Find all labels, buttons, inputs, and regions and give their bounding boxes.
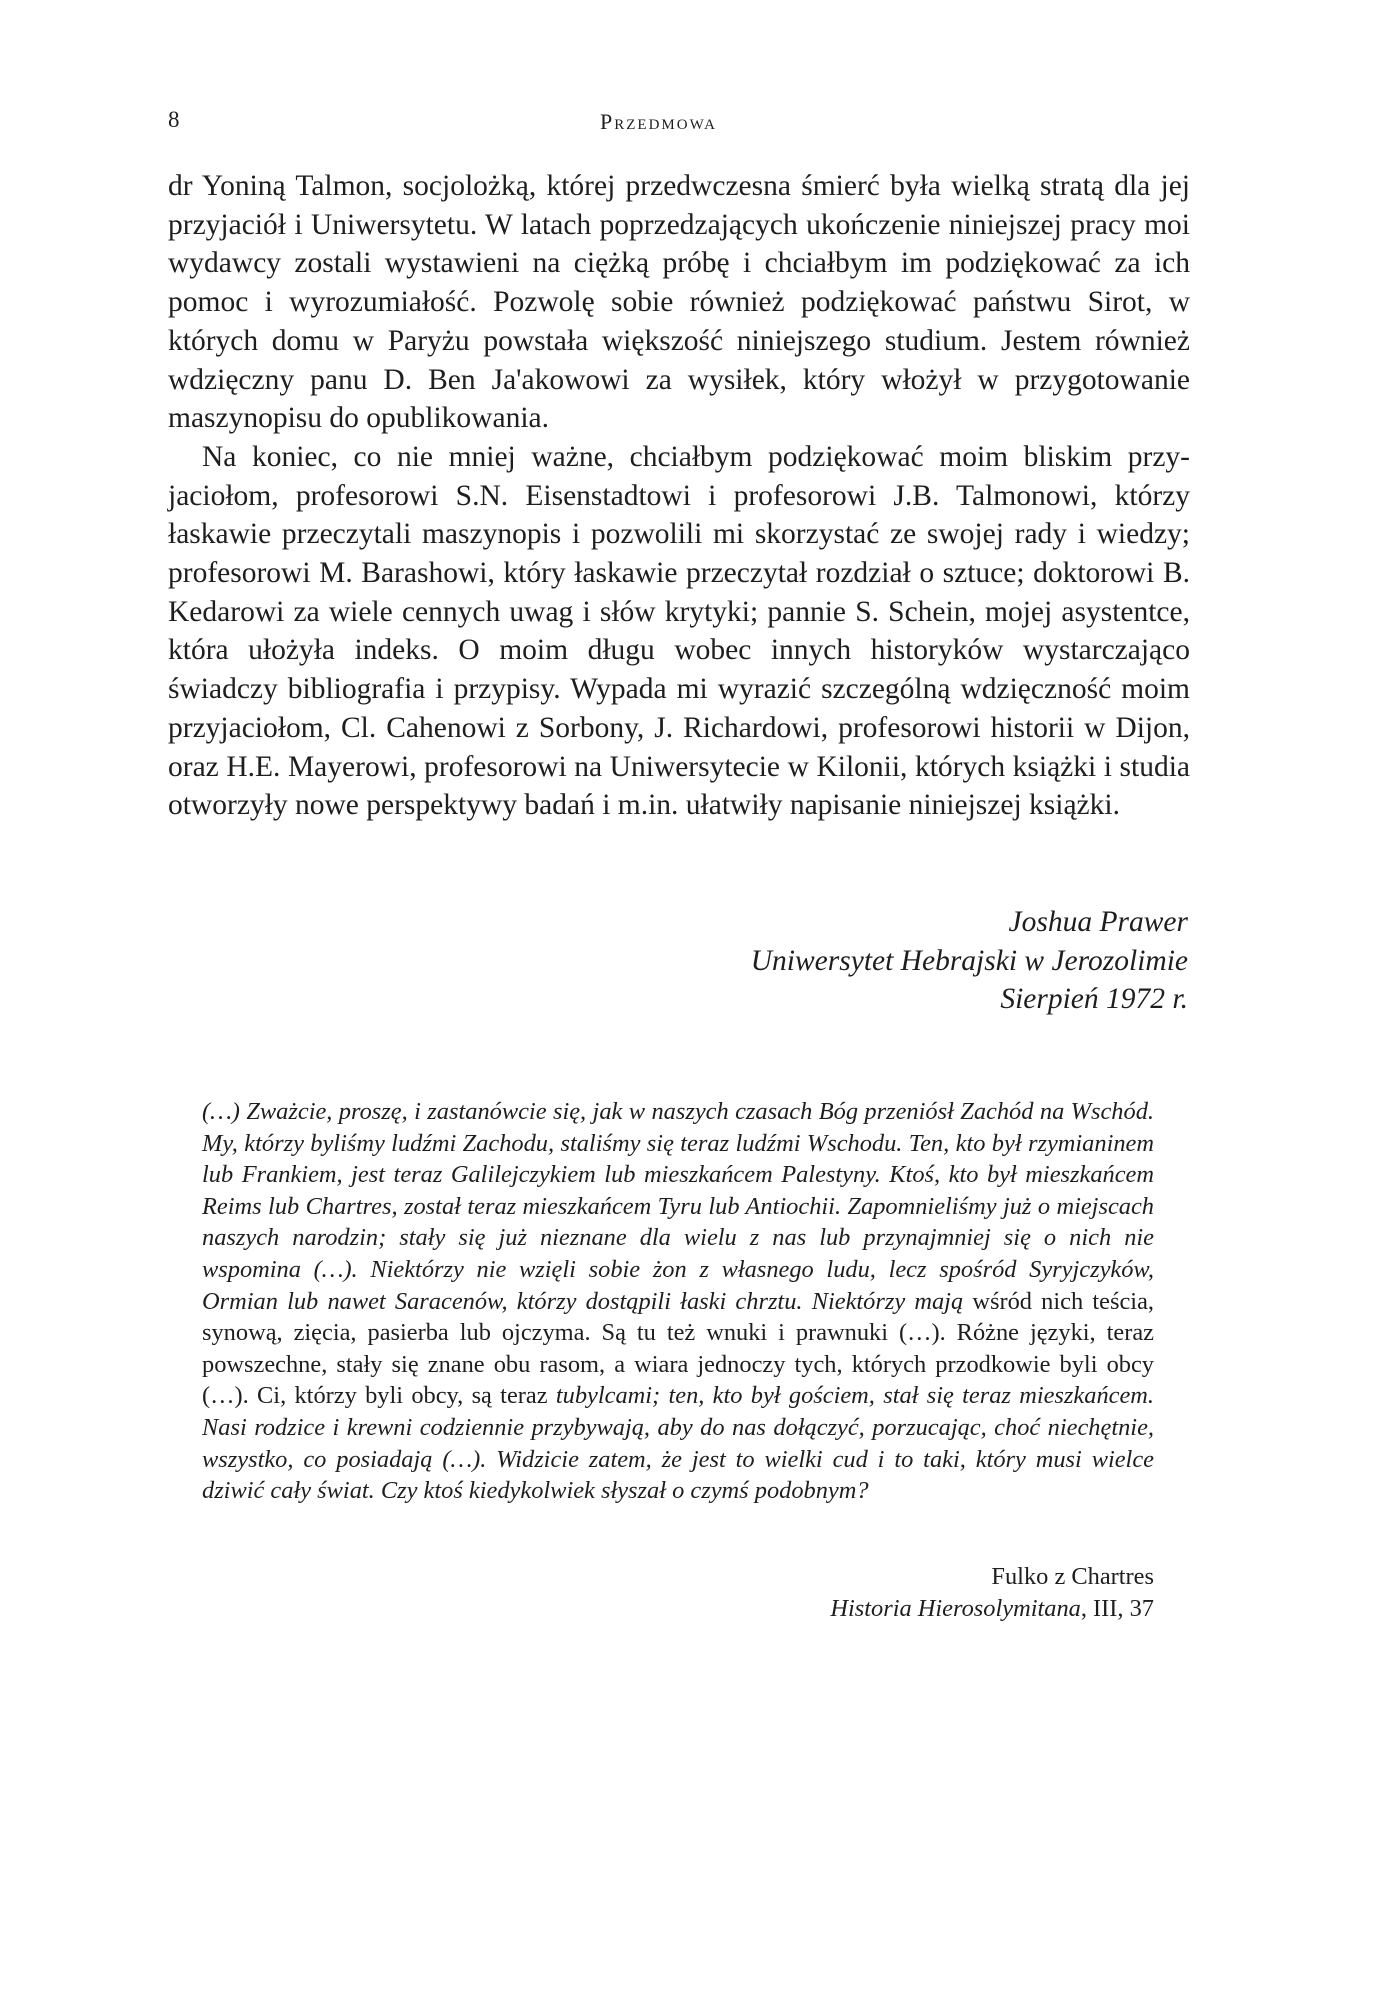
quote-text-roman: wśród nich teścia, synową, zięcia, pasierba lub ojczyma. Są tu też wnuki i prawnuki (…). Różne języki, teraz powszechne, stały się znane obu rasom, a wiara jednoczy tych, których przodkowie byli obcy (…). Ci, którzy byli obcy, są teraz xyxy=(202,1287,1154,1410)
attribution-work-title: Historia Hierosolymitana xyxy=(830,1595,1081,1622)
quote-text-italic: (…) Zważcie, proszę, i zastanówcie się, jak w naszych czasach Bóg przeniósł Zachód na Wschód. My, którzy byliśmy ludźmi Zachodu, staliśmy się teraz ludźmi Wschodu. Ten, kto był rzymianinem lub Frankiem, jest teraz Galilejczykiem lub mieszkańcem Palestyny. Ktoś, kto był mieszkańcem Reims lub Chartres, został teraz mieszkańcem Tyru lub Antiochii. Zapomnieliśmy już o miejscach naszych narodzin; stały się już nieznane dla wielu z nas lub przynajmniej się o nich nie wspomina (…). Niektórzy nie wzięli sobie żon z własnego ludu, lecz spośród Syryjczyków, Ormian lub nawet Saracenów, którzy dostąpili łaski chrztu. Niektórzy mają xyxy=(202,1098,1154,1315)
attribution-reference: , III, 37 xyxy=(1080,1595,1154,1622)
epigraph-quote xyxy=(202,1096,1154,1507)
attribution-source xyxy=(454,1593,1154,1625)
body-text xyxy=(168,167,1190,825)
attribution-author: Fulko z Chartres xyxy=(991,1563,1154,1590)
signature-name: Joshua Prawer xyxy=(1008,906,1188,938)
quote-text-italic: tubylcami; ten, kto był gościem, stał się teraz mieszkańcem. Nasi rodzice i krewni codziennie przybywają, aby do nas dołączyć, porzucając, choć niechętnie, wszystko, co posiadają (…). Widzicie zatem, że jest to wielki cud i to taki, który musi wielce dziwić cały świat. Czy ktoś kiedykolwiek słyszał o czymś podobnym? xyxy=(202,1382,1155,1505)
signature-date: Sierpień 1972 r. xyxy=(1000,983,1188,1016)
running-head: Przedmowa xyxy=(600,109,717,134)
signature-institution: Uniwersytet Hebrajski w Jerozolimie xyxy=(750,944,1188,977)
body-paragraph: dr Yoniną Talmon, socjolożką, której przedwczesna śmierć była wielką stratą dla jej przyjaciół i Uniwersytetu. W latach poprzedzających ukończenie niniejszej pracy moi wydawcy zostali wystawieni na ciężką próbę i chciałbym im podziękować za ich pomoc i wyrozumiałość. Pozwolę sobie również podziękować państwu Sirot, w których domu w Paryżu powstała większość niniejszego studium. Jestem również wdzięczny panu D. Ben Ja'akowowi za wysiłek, który włożył w przygotowanie maszynopisu do opublikowania. xyxy=(168,170,1190,435)
page-number: 8 xyxy=(168,107,180,132)
signature-block xyxy=(488,903,1188,1019)
body-paragraph: Na koniec, co nie mniej ważne, chciałbym podziękować moim bliskim przyjaciołom, profesorowi S.N. Eisenstadtowi i profesorowi J.B. Talmonowi, którzy łaskawie przeczytali maszynopis i pozwolili mi skorzystać ze swojej rady i wiedzy; profesorowi M. Barashowi, który łaskawie przeczytał rozdział o sztuce; doktorowi B. Kedarowi za wiele cennych uwag i słów krytyki; pannie S. Schein, mojej asystentce, która ułożyła indeks. O moim długu wobec innych historyków wystarczająco świadczy bibliografia i przypisy. Wypada mi wyrazić szczególną wdzięczność moim przyjaciołom, Cl. Cahenowi z Sorbony, J. Richardowi, profesorowi historii w Dijon, oraz H.E. Mayerowi, profesorowi na Uniwersytecie w Kilonii, których książki i studia otworzyły nowe perspektywy badań i m.in. ułatwiły napisanie niniejszej książki. xyxy=(168,440,1190,822)
quote-attribution xyxy=(454,1561,1154,1625)
